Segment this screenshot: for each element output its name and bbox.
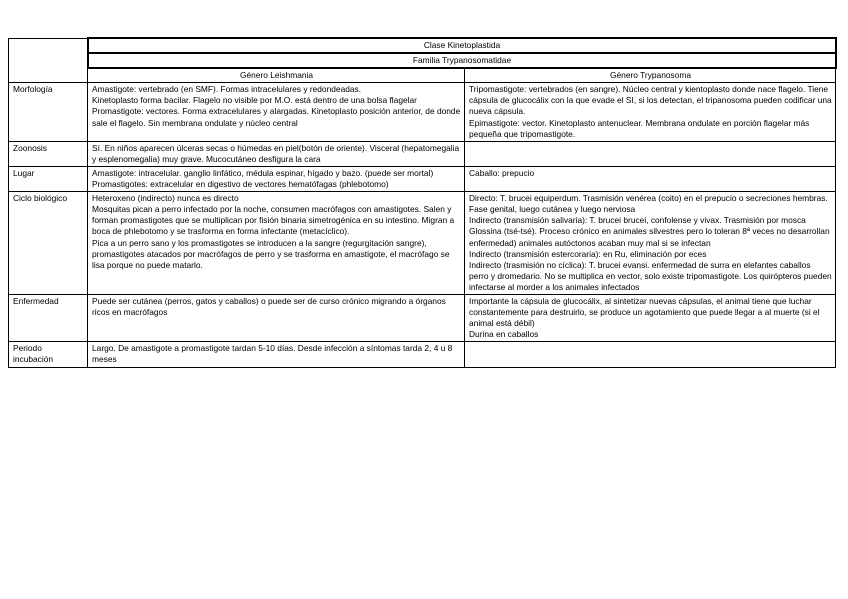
cell-line: Amastigote: vertebrado (en SMF). Formas intracelulares y redondeadas. (92, 84, 362, 95)
table-row-periodo-incubacion (9, 342, 836, 367)
cell-line: Indirecto (trasmisión no cíclica): T. brucei evansi. enfermedad de surra en elefantes caballos perro y dromedario. No se multiplica en vector, solo existe tripomastigote. Los quirópteros pueden infectarse al morder a los animales infectados (469, 259, 832, 292)
trypanosoma-cell (465, 294, 836, 341)
table-row-enfermedad (9, 294, 836, 341)
row-label: Morfología (9, 83, 88, 141)
cell-line: Sí. En niños aparecen úlceras secas o húmedas en piel(botón de oriente). Visceral (hepatomegalia y esplenomegalia) muy grave. Mucocutáneo desfigura la cara (92, 142, 460, 164)
leishmania-cell (88, 192, 465, 295)
cell-line: Kinetoplasto forma bacilar. Flagelo no visible por M.O. está dentro de una bolsa flagelar (92, 95, 417, 106)
familia-header: Familia Trypanosomatidae (88, 53, 836, 68)
cell-line: Indirecto (transmisión salivaria): T. brucei brucei, confolense y vivax. Trasmisión por mosca Glossina (tsé-tsé). Proceso crónico en animales silvestres pero lo toleran 8ª veces no desarrollan enfermedad) animales autóctonos acaban muy mal si se infectan (469, 215, 830, 248)
leishmania-cell (88, 141, 465, 166)
cell-line: Indirecto (transmisión estercoraria): en Ru, eliminación por eces (469, 248, 707, 259)
genero-trypanosoma-header: Género Trypanosoma (465, 68, 836, 83)
cell-line: Mosquitas pican a perro infectado por la noche, consumen macrófagos con amastigotes. Salen y forman promastigotes que se multiplican por fisión binaria simetrogénica en su intestino. Migran a boca de phlebotomo y se trasforma en forma infectante (metacíclico). (92, 204, 455, 237)
leishmania-cell (88, 83, 465, 141)
trypanosoma-cell (465, 83, 836, 141)
cell-line: Amastigote: intracelular. ganglio linfático, médula espinar, hígado y bazo. (puede ser mortal) (92, 167, 434, 178)
cell-line: Directo: T. brucei equiperdum. Trasmisión venérea (coito) en el prepucio o secreciones hembras. Fase genital, luego cutánea y luego nerviosa (469, 193, 828, 215)
trypanosoma-cell (465, 192, 836, 295)
leishmania-cell (88, 294, 465, 341)
cell-line: Puede ser cutánea (perros, gatos y caballos) o puede ser de curso crónico migrando a órganos ricos en macrófagos (92, 295, 446, 318)
table-row-lugar (9, 166, 836, 191)
row-label: Ciclo biológico (9, 192, 88, 295)
trypanosoma-cell-empty (465, 342, 836, 367)
trypanosoma-cell-empty (465, 141, 836, 166)
genero-leishmania-header: Género Leishmania (88, 68, 465, 83)
cell-line: Pica a un perro sano y los promastigotes se introducen a la sangre (regurgitación sangre), promastigotes atacados por macrófagos de perro y se trasforma en amastigote, el macrófago se lisa porque no puede matarlo. (92, 237, 450, 270)
header-row-clase (9, 38, 836, 53)
leishmania-cell (88, 166, 465, 191)
cell-line: Durina en caballos (469, 329, 539, 340)
header-empty-cell (9, 38, 88, 83)
kinetoplastida-table (8, 37, 837, 368)
cell-line: Largo. De amastigote a promastigote tardan 5-10 días. Desde infección a síntomas tarda 2, 4 u 8 meses (92, 343, 453, 365)
row-label: Periodo incubación (9, 342, 88, 367)
header-row-generos (9, 68, 836, 83)
cell-line: Tripomastigote: vertebrados (en sangre). Núcleo central y kientoplasto donde nace flagelo. Tiene cápsula de glucocálix con la que evade el SI, si los detectan, el tripanosoma pueden codificar una nueva cápsula. (469, 84, 832, 117)
cell-line: Heteroxeno (indirecto) nunca es directo (92, 193, 239, 204)
row-label: Zoonosis (9, 141, 88, 166)
row-label: Enfermedad (9, 294, 88, 341)
table-row-morfologia (9, 83, 836, 141)
leishmania-cell (88, 342, 465, 367)
cell-line: Caballo: prepucio (469, 167, 535, 178)
trypanosoma-cell (465, 166, 836, 191)
table-row-zoonosis (9, 141, 836, 166)
cell-line: Epimastigote: vector. Kinetoplasto antenuclear. Membrana ondulate en porción flagelar más pequeña que tripomastigote. (469, 117, 810, 139)
cell-line: Promastigotes: extracelular en digestivo de vectores hematófagas (phlebotomo) (92, 179, 389, 190)
header-row-familia (9, 53, 836, 68)
cell-line: Promastigote: vectores. Forma extracelulares y alargadas. Kinetoplasto posición anterior, de donde sale el flagelo. Sin membrana ondulate y núcleo central (92, 106, 461, 128)
cell-line: Importante la cápsula de glucocálix, al sintetizar nuevas cápsulas, el animal tiene que luchar constantemente para destruirlo, se produce un agotamiento que puede llegar a al muerte (si el animal está débil) (469, 295, 820, 329)
clase-header: Clase Kinetoplastida (88, 38, 836, 53)
table-row-ciclo-biologico (9, 192, 836, 295)
row-label: Lugar (9, 166, 88, 191)
